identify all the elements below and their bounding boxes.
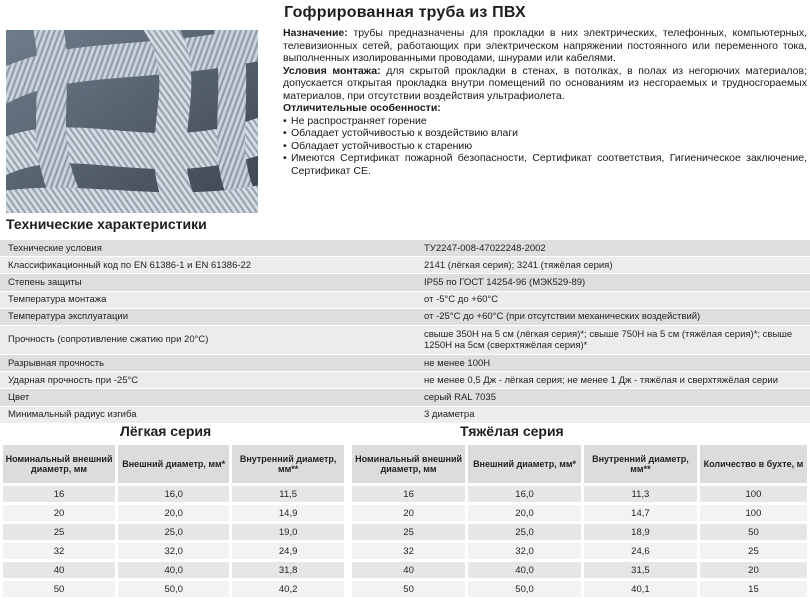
mount-paragraph [283,65,807,103]
table-row [352,581,807,597]
cell: 50 [352,581,465,597]
cell: 40,2 [232,581,344,597]
cell: 40,0 [118,562,229,578]
cell: 31,5 [584,562,697,578]
cell: 25 [700,543,807,559]
spec-key: Классификационный код по EN 61386-1 и EN 61386-22 [0,257,416,274]
page-title: Гофрированная труба из ПВХ [284,4,526,21]
purpose-paragraph [283,27,807,65]
cell: 18,9 [584,524,697,540]
cell: 20 [3,505,115,521]
spec-value: не менее 100Н [416,354,810,371]
feature-item: • Не распространяет горение [283,115,807,128]
spec-row [0,274,810,291]
spec-value: не менее 0,5 Дж - лёгкая серия; не менее 1 Дж - тяжёлая и сверхтяжёлая серии [416,372,810,389]
cell: 20 [700,562,807,578]
cell: 16,0 [468,486,581,502]
cell: 25,0 [468,524,581,540]
spec-row [0,389,810,406]
spec-key: Минимальный радиус изгиба [0,406,416,423]
spec-value: свыше 350Н на 5 см (лёгкая серия)*; свыше 750Н на 5 см (тяжёлая серия)*; свыше 1250Н на 5см (сверхтяжёлая серия)* [416,325,810,354]
cell: 50 [700,524,807,540]
spec-row [0,308,810,325]
heavy-header-nominal: Номинальный внешний диаметр, мм [352,445,465,483]
light-header-row [3,445,344,483]
spec-row [0,372,810,389]
cell: 40,0 [468,562,581,578]
spec-value: серый RAL 7035 [416,389,810,406]
cell: 20,0 [468,505,581,521]
light-header-nominal: Номинальный внешний диаметр, мм [3,445,115,483]
cell: 20,0 [118,505,229,521]
light-header-inner: Внутренний диаметр, мм** [232,445,344,483]
cell: 40 [3,562,115,578]
cell: 19,0 [232,524,344,540]
cell: 25 [352,524,465,540]
table-row [3,543,344,559]
cell: 16,0 [118,486,229,502]
spec-key: Ударная прочность при -25°С [0,372,416,389]
heavy-series-table [349,442,810,600]
features-list [283,115,807,178]
spec-row [0,291,810,308]
table-row [352,562,807,578]
cell: 11,5 [232,486,344,502]
table-row [3,524,344,540]
spec-key: Температура монтажа [0,291,416,308]
cell: 31,8 [232,562,344,578]
feature-item: • Имеются Сертификат пожарной безопасности, Сертификат соответствия, Гигиеническое заключение, Сертификат CE. [283,152,807,177]
spec-row [0,406,810,423]
cell: 11,3 [584,486,697,502]
mount-text: для скрытой прокладки в стенах, в потолках, в полах из негорючих материалов; допускается открытая прокладка внутри помещений по основаниям из несгораемых и трудносгораемых материалов, при отсутствии воздействия ультрафиолета. [283,64,807,102]
heavy-header-row [352,445,807,483]
spec-row [0,257,810,274]
pipe-illustration [6,30,258,213]
table-row [352,486,807,502]
heavy-series-title: Тяжёлая серия [460,423,564,439]
spec-value: 2141 (лёгкая серия); 3241 (тяжёлая серия) [416,257,810,274]
cell: 50,0 [468,581,581,597]
cell: 50,0 [118,581,229,597]
cell: 100 [700,505,807,521]
table-row [3,505,344,521]
spec-row [0,240,810,257]
cell: 100 [700,486,807,502]
cell: 32 [352,543,465,559]
cell: 32 [3,543,115,559]
cell: 25,0 [118,524,229,540]
table-row [352,543,807,559]
spec-key: Разрывная прочность [0,354,416,371]
spec-value: ТУ2247-008-47022248-2002 [416,240,810,257]
cell: 14,7 [584,505,697,521]
specs-title: Технические характеристики [6,216,207,232]
table-row [3,581,344,597]
spec-key: Прочность (сопротивление сжатию при 20°С) [0,325,416,354]
cell: 50 [3,581,115,597]
table-row [352,524,807,540]
table-row [352,505,807,521]
table-row [3,562,344,578]
mount-label: Условия монтажа: [283,64,381,77]
cell: 40,1 [584,581,697,597]
feature-item: • Обладает устойчивостью к старению [283,140,807,153]
heavy-header-outer: Внешний диаметр, мм* [468,445,581,483]
purpose-text: трубы предназначены для прокладки в них электрических, телефонных, компьютерных, телевизионных сетей, работающих при электрическом напряжении постоянного или переменного тока, выполненных изолированными проводами, шнурами или кабелями. [283,27,807,64]
features-heading: Отличительные особенности: [283,102,441,114]
spec-value: 3 диаметра [416,406,810,423]
cell: 32,0 [118,543,229,559]
cell: 16 [3,486,115,502]
table-row [3,486,344,502]
cell: 40 [352,562,465,578]
spec-row [0,325,810,354]
light-header-outer: Внешний диаметр, мм* [118,445,229,483]
corrugated-pipe-photo [6,30,258,213]
cell: 16 [352,486,465,502]
light-series-title: Лёгкая серия [120,423,212,439]
spec-value: от -25°С до +60°С (при отсутствии механических воздействий) [416,308,810,325]
spec-row [0,354,810,371]
spec-value: IP55 по ГОСТ 14254-96 (МЭК529-89) [416,274,810,291]
spec-key: Степень защиты [0,274,416,291]
specs-table [0,240,810,424]
cell: 24,6 [584,543,697,559]
feature-item: • Обладает устойчивостью к воздействию влаги [283,127,807,140]
light-series-table [0,442,347,600]
spec-value: от -5°С до +60°С [416,291,810,308]
cell: 32,0 [468,543,581,559]
cell: 20 [352,505,465,521]
description-block [283,27,807,177]
spec-key: Температура эксплуатации [0,308,416,325]
cell: 24,9 [232,543,344,559]
cell: 14,9 [232,505,344,521]
heavy-header-quantity: Количество в бухте, м [700,445,807,483]
heavy-header-inner: Внутренний диаметр, мм** [584,445,697,483]
purpose-label: Назначение: [283,27,348,39]
cell: 15 [700,581,807,597]
cell: 25 [3,524,115,540]
spec-key: Технические условия [0,240,416,257]
spec-key: Цвет [0,389,416,406]
